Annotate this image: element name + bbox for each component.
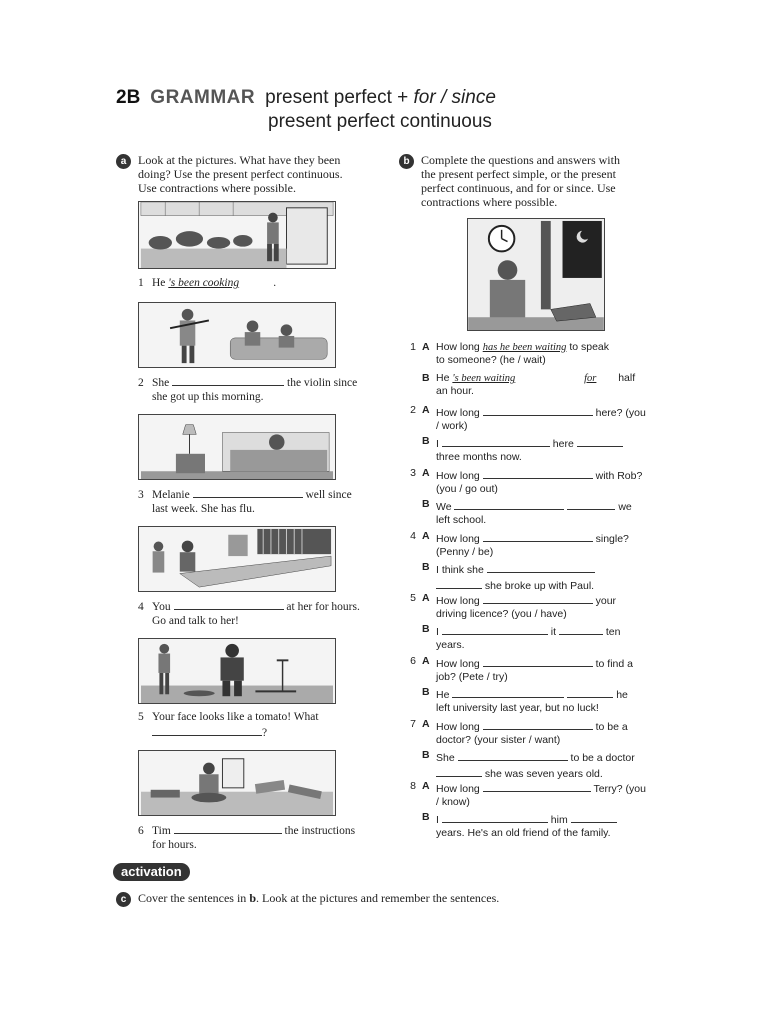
blank-b8c[interactable]	[571, 811, 617, 823]
section-c-badge: c	[116, 892, 131, 907]
topic-line-1: present perfect + for / since	[265, 87, 496, 108]
blank-b6a[interactable]	[483, 655, 593, 667]
grammar-label: GRAMMAR	[150, 87, 256, 108]
blank-b2a[interactable]	[483, 404, 593, 416]
blank-a2[interactable]	[172, 374, 284, 386]
picture-1-kitchen	[138, 201, 336, 269]
qa-item-3: 3 A How long with Rob? (you / go out) B We we left school.	[410, 467, 643, 526]
blank-b8a[interactable]	[483, 780, 591, 792]
qa-item-7: 7 A How long to be a doctor? (your sister / want) B She to be a doctor she was seven years old.	[410, 718, 635, 780]
section-a-badge: a	[116, 154, 131, 169]
lesson-code: 2B	[116, 87, 141, 108]
activation-instruction: Cover the sentences in b. Look at the pictures and remember the sentences.	[138, 891, 500, 905]
blank-b2c[interactable]	[577, 435, 623, 447]
blank-b5c[interactable]	[559, 623, 603, 635]
answer-b1b: 's been waiting	[452, 373, 516, 384]
blank-b3a[interactable]	[483, 467, 593, 479]
blank-a4[interactable]	[174, 598, 284, 610]
picture-2-violin	[138, 302, 336, 368]
qa-item-1: 1 A How long has he been waiting to speak to someone? (he / wait) B He 's been waiting for half an hour.	[410, 341, 636, 397]
sentence-a4: 4 You at her for hours. Go and talk to her!	[138, 598, 378, 628]
sentence-a5: 5 Your face looks like a tomato! What ?	[138, 711, 319, 739]
qa-item-4: 4 A How long single? (Penny / be) B I think she she broke up with Paul.	[410, 530, 629, 592]
section-b-badge: b	[399, 154, 414, 169]
blank-b8b[interactable]	[442, 811, 548, 823]
answer-b1c: for	[584, 373, 597, 384]
blank-b4c[interactable]	[436, 577, 482, 589]
sentence-a3: 3 Melanie well since last week. She has flu.	[138, 486, 373, 516]
picture-4-library	[138, 526, 336, 592]
blank-b4a[interactable]	[483, 530, 593, 542]
blank-b6c[interactable]	[567, 686, 613, 698]
blank-b2b[interactable]	[442, 435, 550, 447]
qa-item-6: 6 A How long to find a job? (Pete / try) B He he left university last year, but no luck!	[410, 655, 633, 714]
blank-b5a[interactable]	[483, 592, 593, 604]
blank-a3[interactable]	[193, 486, 303, 498]
blank-b7b[interactable]	[458, 749, 568, 761]
sentence-a1: 1 He 's been cooking .	[138, 277, 277, 289]
blank-b6b[interactable]	[452, 686, 564, 698]
section-b-instruction: Complete the questions and answers with the present perfect simple, or the present perfect continuous, and for or since. Use contractions where possible.	[421, 153, 620, 209]
sentence-a2: 2 She the violin since she got up this morning.	[138, 374, 373, 404]
answer-b1a: has he been waiting	[482, 342, 567, 353]
sentence-a6: 6 Tim the instructions for hours.	[138, 822, 378, 852]
qa-item-8: 8 A How long Terry? (you / know) B I him years. He's an old friend of the family.	[410, 780, 646, 839]
blank-b5b[interactable]	[442, 623, 548, 635]
qa-item-2: 2 A How long here? (you / work) B I here three months now.	[410, 404, 646, 463]
answer-a1: 's been cooking	[168, 277, 240, 289]
blank-b3c[interactable]	[567, 498, 615, 510]
topic-line-2: present perfect continuous	[268, 111, 492, 132]
blank-a5[interactable]	[152, 724, 262, 736]
qa-item-5: 5 A How long your driving licence? (you / have) B I it ten years.	[410, 592, 621, 651]
qa-list	[404, 0, 674, 1024]
picture-5-exercise	[138, 638, 336, 704]
blank-b7a[interactable]	[483, 718, 593, 730]
activation-label: activation	[113, 863, 190, 881]
blank-a6[interactable]	[174, 822, 282, 834]
blank-b4b[interactable]	[487, 561, 595, 573]
picture-3-bed	[138, 414, 336, 480]
picture-6-flatpack	[138, 750, 336, 816]
blank-b7c[interactable]	[436, 765, 482, 777]
section-a-instruction: Look at the pictures. What have they been doing? Use the present perfect continuous. Use contractions where possible.	[138, 153, 343, 195]
blank-b3b[interactable]	[454, 498, 564, 510]
